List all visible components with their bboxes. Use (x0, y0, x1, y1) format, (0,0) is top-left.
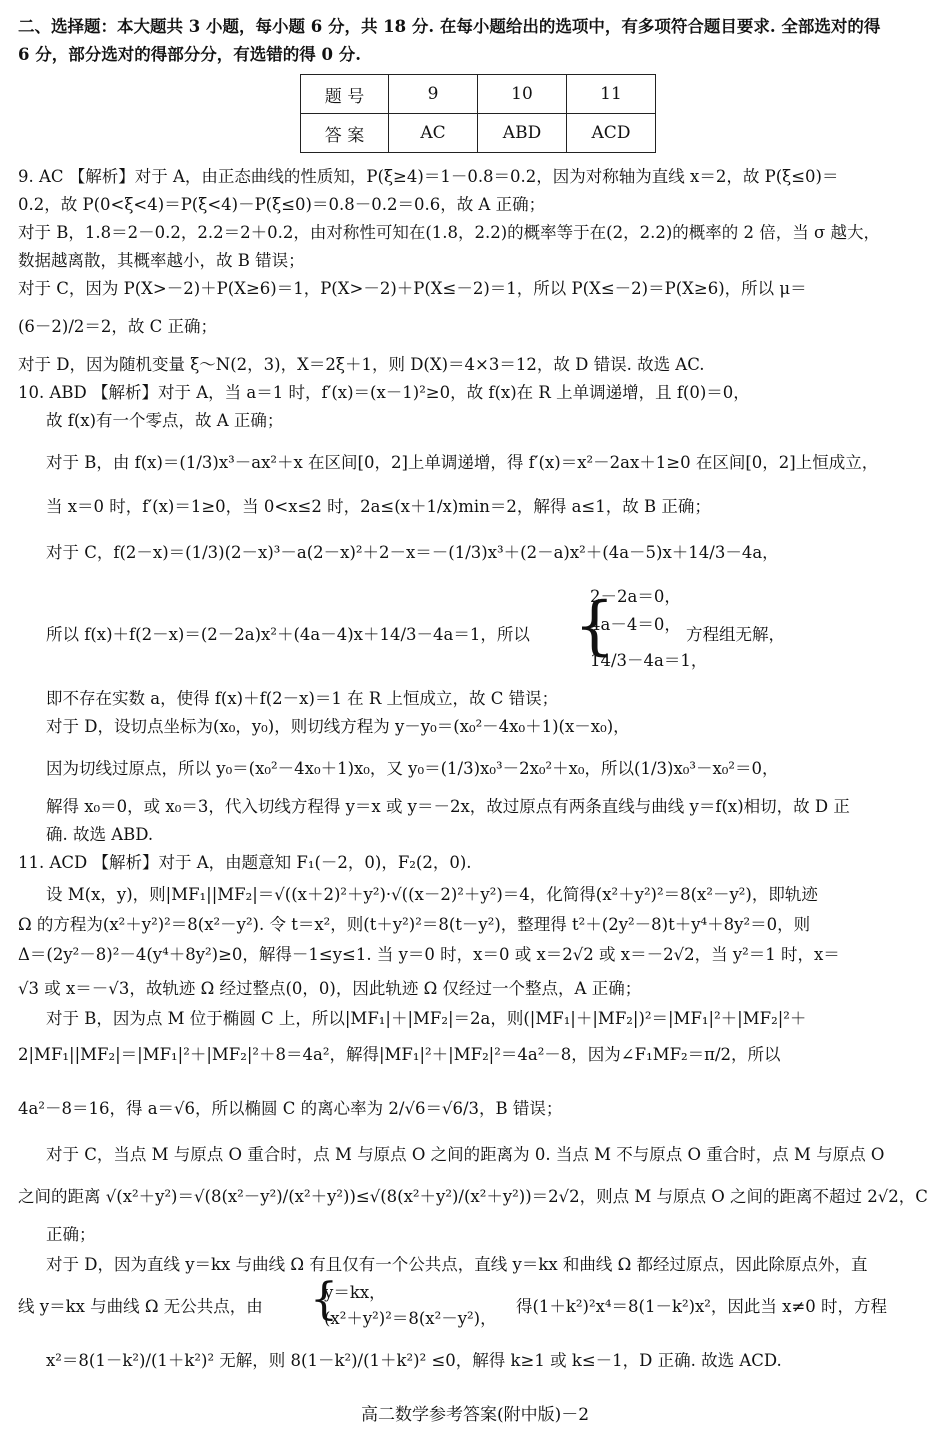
brace-glyph: { (574, 589, 615, 663)
answer-table (300, 74, 656, 153)
q9-line: 0.2，故 P(0<ξ<4)＝P(ξ<4)－P(ξ≤0)＝0.8－0.2＝0.6，故 A 正确； (18, 195, 546, 214)
q10-line: 解得 x₀＝0，或 x₀＝3，代入切线方程得 y＝x 或 y＝－2x，故过原点有两条直线与曲线 y＝f(x)相切，故 D 正 (46, 797, 850, 816)
equation-system-line: (x²＋y²)²＝8(x²－y²)， (324, 1309, 497, 1328)
q11-line: 正确； (46, 1225, 96, 1244)
table-cell: ABD (478, 114, 567, 153)
page-footer: 高二数学参考答案(附中版)－2 (360, 1405, 590, 1425)
table-cell: 答 案 (301, 114, 389, 153)
section-heading-line1: 二、选择题：本大题共 3 小题，每小题 6 分，共 18 分. 在每小题给出的选项中，有多项符合题目要求. 全部选对的得 (18, 17, 881, 36)
q10-line: 10. ABD 【解析】对于 A，当 a＝1 时，f′(x)＝(x－1)²≥0，故 f(x)在 R 上单调递增，且 f(0)＝0， (18, 383, 750, 402)
q9-line: 对于 C，因为 P(X>－2)＋P(X≥6)＝1，P(X>－2)＋P(X≤－2)＝1，所以 P(X≤－2)＝P(X≥6)，所以 μ＝ (18, 279, 807, 298)
q10-line: 即不存在实数 a，使得 f(x)＋f(2－x)＝1 在 R 上恒成立，故 C 错误； (46, 689, 559, 708)
q11-line: 对于 C，当点 M 与原点 O 重合时，点 M 与原点 O 之间的距离为 0. 当点 M 不与原点 O 重合时，点 M 与原点 O (46, 1145, 885, 1164)
q9-line: (6－2)/2＝2，故 C 正确； (18, 317, 218, 336)
brace-glyph: { (310, 1274, 338, 1325)
q11-line: √3 或 x＝－√3，故轨迹 Ω 经过整点(0，0)，因此轨迹 Ω 仅经过一个整点，A 正确； (18, 979, 642, 998)
q11-line: 对于 B，因为点 M 位于椭圆 C 上，所以|MF₁|＋|MF₂|＝2a，则(|MF₁|＋|MF₂|)²＝|MF₁|²＋|MF₂|²＋ (46, 1009, 807, 1028)
q10-line: 确. 故选 ABD. (46, 825, 154, 844)
answer-table-header-row (301, 75, 656, 114)
q11-line: Ω 的方程为(x²＋y²)²＝8(x²－y²). 令 t＝x²，则(t＋y²)²＝8(t－y²)，整理得 t²＋(2y²－8)t＋y⁴＋8y²＝0，则 (18, 915, 811, 934)
q9-line: 对于 B，1.8＝2－0.2，2.2＝2＋0.2，由对称性可知在(1.8，2.2)的概率等于在(2，2.2)的概率的 2 倍，当 σ 越大， (18, 223, 881, 242)
q10-line: 当 x＝0 时，f′(x)＝1≥0，当 0<x≤2 时，2a≤(x＋1/x)min＝2，解得 a≤1，故 B 正确； (46, 497, 711, 516)
table-cell: 题 号 (301, 75, 389, 114)
q10-line: 对于 C，f(2－x)＝(1/3)(2－x)³－a(2－x)²＋2－x＝－(1/3)x³＋(2－a)x²＋(4a－5)x＋14/3－4a， (46, 543, 779, 562)
answer-table-answer-row (301, 114, 656, 153)
q9-line: 9. AC 【解析】对于 A，由正态曲线的性质知，P(ξ≥4)＝1－0.8＝0.2，因为对称轴为直线 x＝2，故 P(ξ≤0)＝ (18, 167, 839, 186)
q11-line: 得(1＋k²)²x⁴＝8(1－k²)x²，因此当 x≠0 时，方程 (516, 1297, 888, 1316)
q11-line: x²＝8(1－k²)/(1＋k²)² 无解，则 8(1－k²)/(1＋k²)² ≤0，解得 k≥1 或 k≤－1，D 正确. 故选 ACD. (46, 1351, 782, 1370)
q10-line: 故 f(x)有一个零点，故 A 正确； (46, 411, 284, 430)
equation-system-line: 4a－4＝0， (590, 615, 681, 634)
q10-line: 方程组无解， (686, 625, 785, 644)
table-cell: 9 (389, 75, 478, 114)
table-cell: ACD (567, 114, 656, 153)
q10-line: 对于 D，设切点坐标为(x₀，y₀)，则切线方程为 y－y₀＝(x₀²－4x₀＋1)(x－x₀)， (46, 717, 630, 736)
table-cell: 11 (567, 75, 656, 114)
equation-system-line: 14/3－4a＝1， (590, 651, 708, 670)
table-cell: AC (389, 114, 478, 153)
equation-system-line: 2－2a＝0， (590, 587, 681, 606)
q11-line: 4a²－8＝16，得 a＝√6，所以椭圆 C 的离心率为 2/√6＝√6/3，B 错误； (18, 1099, 563, 1118)
q9-line: 对于 D，因为随机变量 ξ～N(2，3)，X＝2ξ＋1，则 D(X)＝4×3＝12，故 D 错误. 故选 AC. (18, 355, 705, 374)
q11-line: 之间的距离 √(x²＋y²)＝√(8(x²－y²)/(x²＋y²))≤√(8(x²＋y²)/(x²＋y²))＝2√2，则点 M 与原点 O 之间的距离不超过 2√2，C (18, 1187, 928, 1206)
table-cell: 10 (478, 75, 567, 114)
q9-line: 数据越离散，其概率越小，故 B 错误； (18, 251, 305, 270)
equation-system-line: y＝kx， (324, 1283, 386, 1302)
q10-line: 对于 B，由 f(x)＝(1/3)x³－ax²＋x 在区间[0，2]上单调递增，得 f′(x)＝x²－2ax＋1≥0 在区间[0，2]上恒成立， (46, 453, 879, 472)
q10-line: 所以 f(x)＋f(2－x)＝(2－2a)x²＋(4a－4)x＋14/3－4a＝1，所以 (46, 625, 530, 644)
q11-line: Δ＝(2y²－8)²－4(y⁴＋8y²)≥0，解得－1≤y≤1. 当 y＝0 时，x＝0 或 x＝2√2 或 x＝－2√2，当 y²＝1 时，x＝ (18, 945, 840, 964)
q11-line: 线 y＝kx 与曲线 Ω 无公共点，由 (18, 1297, 263, 1316)
section-heading-line2: 6 分，部分选对的得部分分，有选错的得 0 分. (18, 45, 361, 64)
q11-line: 11. ACD 【解析】对于 A，由题意知 F₁(－2，0)，F₂(2，0). (18, 853, 472, 872)
q11-line: 对于 D，因为直线 y＝kx 与曲线 Ω 有且仅有一个公共点，直线 y＝kx 和曲线 Ω 都经过原点，因此除原点外，直 (46, 1255, 868, 1274)
q11-line: 设 M(x，y)，则|MF₁||MF₂|＝√((x＋2)²＋y²)·√((x－2)²＋y²)＝4，化简得(x²＋y²)²＝8(x²－y²)，即轨迹 (46, 885, 818, 904)
q10-line: 因为切线过原点，所以 y₀＝(x₀²－4x₀＋1)x₀，又 y₀＝(1/3)x₀³－2x₀²＋x₀，所以(1/3)x₀³－x₀²＝0， (46, 759, 779, 778)
q11-line: 2|MF₁||MF₂|＝|MF₁|²＋|MF₂|²＋8＝4a²，解得|MF₁|²＋|MF₂|²＝4a²－8，因为∠F₁MF₂＝π/2，所以 (18, 1045, 781, 1064)
